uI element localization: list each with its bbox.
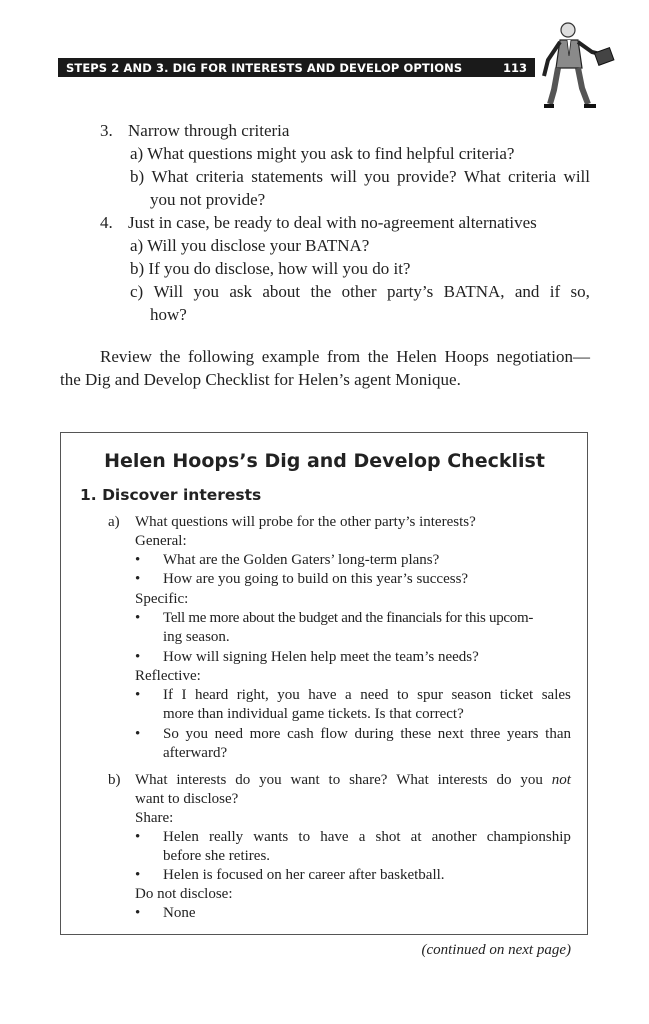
list-item: Helen is focused on her career after basketball.	[163, 867, 445, 883]
paragraph-line-2: the Dig and Develop Checklist for Helen’s agent Monique.	[60, 370, 461, 389]
list-item-continued: more than individual game tickets. Is that correct?	[163, 706, 464, 722]
list-item: If I heard right, you have a need to spur season ticket sales	[163, 687, 571, 703]
checklist-title: Helen Hoops’s Dig and Develop Checklist	[104, 450, 545, 472]
running-header-title: STEPS 2 AND 3. DIG FOR INTERESTS AND DEVELOP OPTIONS	[66, 61, 463, 75]
nodisclose-label: Do not disclose:	[135, 886, 233, 902]
item-text: Just in case, be ready to deal with no-agreement alternatives	[128, 213, 537, 232]
page-number: 113	[502, 61, 527, 75]
outline-item-3	[100, 120, 290, 142]
paragraph-line-1: Review the following example from the Helen Hoops negotiation—	[100, 347, 590, 366]
reflective-label: Reflective:	[135, 668, 201, 684]
outline-item-3b-line1: b) What criteria statements will you provide? What criteria will	[130, 167, 590, 186]
bullet-icon: •	[135, 726, 141, 742]
sub-label: a)	[130, 144, 144, 163]
question-a-text: What questions will probe for the other party’s interests?	[135, 514, 476, 530]
list-item: None	[163, 905, 196, 921]
outline-item-4c-line1: c) Will you ask about the other party’s BATNA, and if so,	[130, 282, 590, 301]
bullet-icon: •	[135, 571, 141, 587]
running-header	[58, 58, 535, 77]
item-text: Narrow through criteria	[128, 121, 290, 140]
general-label: General:	[135, 533, 187, 549]
bullet-icon: •	[135, 610, 141, 626]
question-b-continued: want to disclose?	[135, 791, 239, 807]
sub-text: What questions might you ask to find helpful criteria?	[147, 144, 515, 163]
outline-item-3b-line2: you not provide?	[150, 190, 266, 209]
list-item-continued: afterward?	[163, 745, 228, 761]
bullet-icon: •	[135, 687, 141, 703]
list-item-continued: ing season.	[163, 629, 230, 645]
outline-item-4b: b) If you do disclose, how will you do it?	[130, 259, 411, 278]
list-item: Helen really wants to have a shot at another championship	[163, 829, 571, 845]
list-item: Tell me more about the budget and the financials for this upcom-	[163, 610, 534, 626]
outline-item-3a	[130, 143, 514, 165]
bullet-icon: •	[135, 867, 141, 883]
specific-label: Specific:	[135, 591, 189, 607]
item-number: 3.	[100, 121, 113, 140]
outline-item-4a: a) Will you disclose your BATNA?	[130, 236, 370, 255]
businessman-with-briefcase-icon	[538, 20, 620, 112]
list-item: What are the Golden Gaters’ long-term plans?	[163, 552, 440, 568]
list-item: How are you going to build on this year’s success?	[163, 571, 469, 587]
bullet-icon: •	[135, 829, 141, 845]
bullet-icon: •	[135, 649, 141, 665]
question-b-label: b)	[108, 772, 121, 788]
outline-item-4	[100, 212, 537, 234]
list-item: So you need more cash flow during these next three years than	[163, 726, 571, 742]
question-a-label: a)	[108, 514, 120, 530]
outline-item-4c-line2: how?	[150, 305, 187, 324]
question-b-text: What interests do you want to share? What interests do you not	[135, 772, 571, 788]
share-label: Share:	[135, 810, 174, 826]
continued-note: (continued on next page)	[421, 942, 571, 958]
bullet-icon: •	[135, 905, 141, 921]
bullet-icon: •	[135, 552, 141, 568]
list-item-continued: before she retires.	[163, 848, 271, 864]
list-item: How will signing Helen help meet the team’s needs?	[163, 649, 479, 665]
section-discover-interests: 1. Discover interests	[80, 486, 262, 504]
item-number: 4.	[100, 213, 113, 232]
